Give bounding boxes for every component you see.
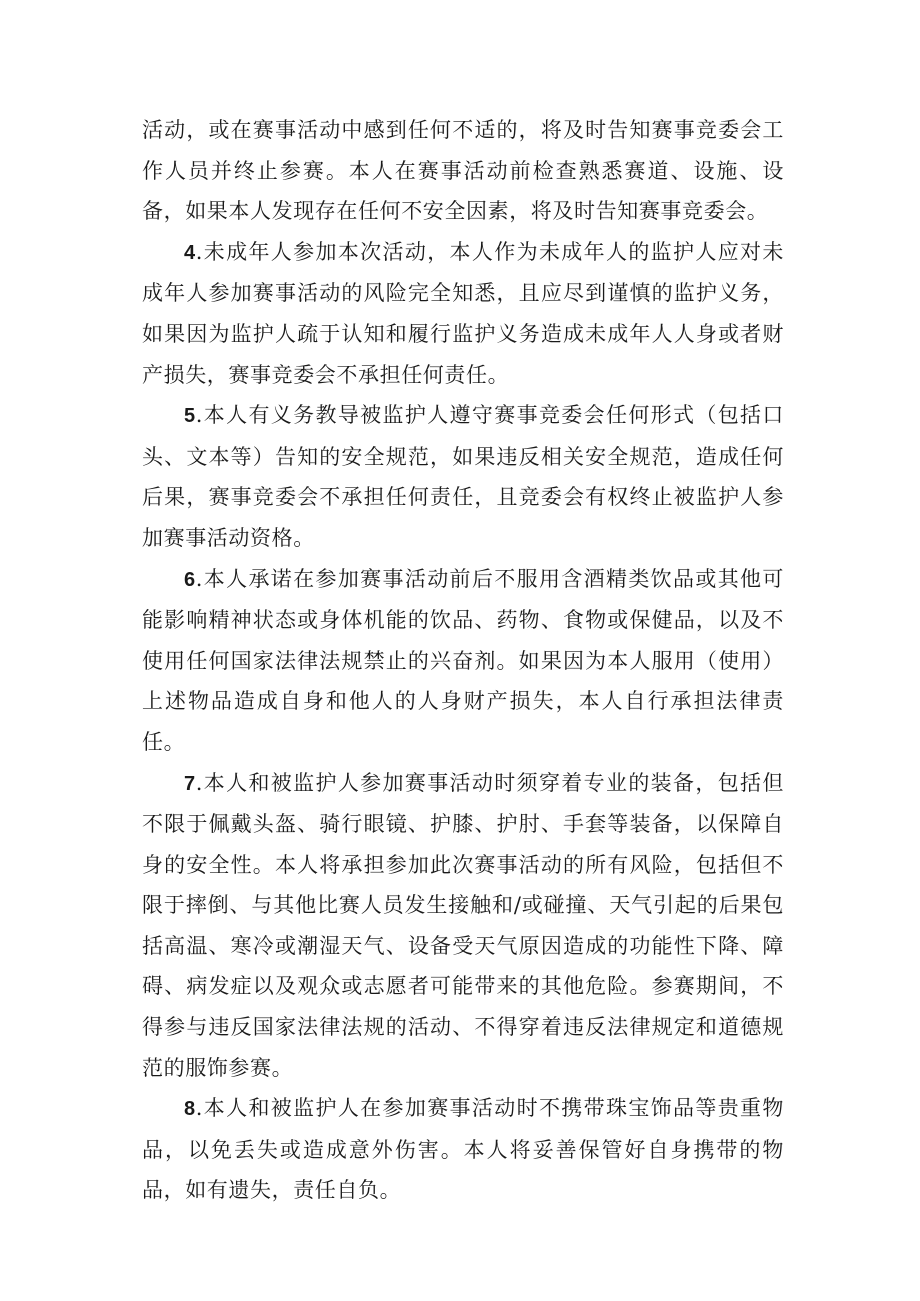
paragraph-item-8 — [142, 1088, 784, 1211]
paragraph-text: .本人和被监护人在参加赛事活动时不携带珠宝饰品等贵重物品，以免丢失或造成意外伤害。本人将妥善保管好自身携带的物品，如有遗失，责任自负。 — [142, 1096, 784, 1203]
paragraph-item-5 — [142, 395, 784, 558]
item-number: 8 — [184, 1098, 196, 1121]
item-number: 7 — [184, 772, 196, 795]
item-number: 4 — [184, 241, 196, 264]
paragraph-text: 活动，或在赛事活动中感到任何不适的，将及时告知赛事竞委会工作人员并终止参赛。本人在赛事活动前检查熟悉赛道、设施、设备，如果本人发现存在任何不安全因素，将及时告知赛事竞委会。 — [142, 118, 784, 224]
paragraph-item-4 — [142, 232, 784, 395]
item-number: 5 — [184, 405, 196, 428]
item-number: 6 — [184, 568, 196, 591]
document-body — [142, 110, 784, 1211]
paragraph-item-7 — [142, 763, 784, 1089]
paragraph-text: .本人和被监护人参加赛事活动时须穿着专业的装备，包括但不限于佩戴头盔、骑行眼镜、护膝、护肘、手套等装备，以保障自身的安全性。本人将承担参加此次赛事活动的所有风险，包括但不限于摔倒、与其他比赛人员发生接触和/或碰撞、天气引起的后果包括高温、寒冷或潮湿天气、设备受天气原因造成的功能性下降、障碍、病发症以及观众或志愿者可能带来的其他危险。参赛期间，不得参与违反国家法律法规的活动、不得穿着违反法律规定和道德规范的服饰参赛。 — [142, 770, 784, 1080]
paragraph-text: .本人有义务教导被监护人遵守赛事竞委会任何形式（包括口头、文本等）告知的安全规范，如果违反相关安全规范，造成任何后果，赛事竞委会不承担任何责任，且竞委会有权终止被监护人参加赛事活动资格。 — [142, 403, 784, 550]
paragraph-text: .本人承诺在参加赛事活动前后不服用含酒精类饮品或其他可能影响精神状态或身体机能的饮品、药物、食物或保健品，以及不使用任何国家法律法规禁止的兴奋剂。如果因为本人服用（使用）上述物品造成自身和他人的人身财产损失，本人自行承担法律责任。 — [142, 566, 784, 754]
paragraph-text: .未成年人参加本次活动，本人作为未成年人的监护人应对未成年人参加赛事活动的风险完全知悉，且应尽到谨慎的监护义务，如果因为监护人疏于认知和履行监护义务造成未成年人人身或者财产损失，赛事竞委会不承担任何责任。 — [142, 239, 784, 387]
paragraph-item-6 — [142, 559, 784, 763]
paragraph-continuation — [142, 110, 784, 232]
